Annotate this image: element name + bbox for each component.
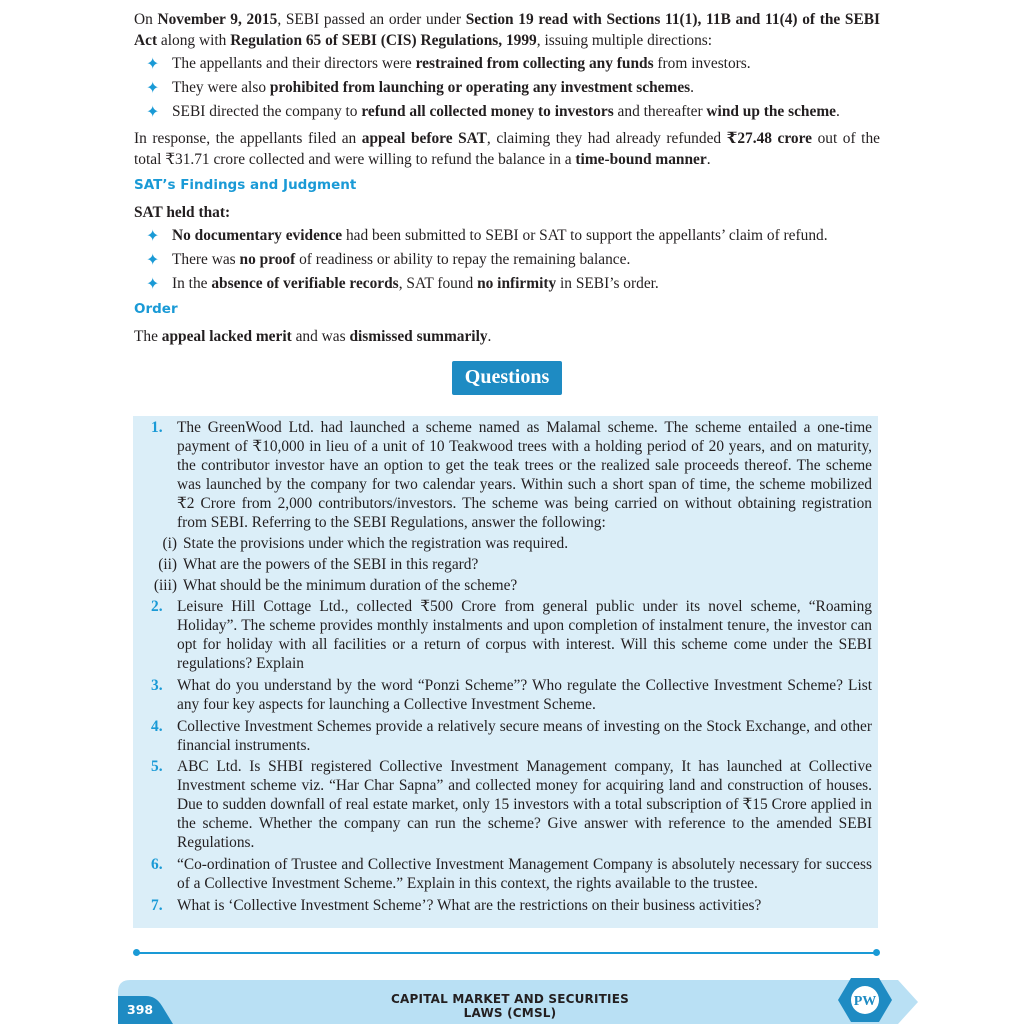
sub-question xyxy=(148,556,872,575)
question-item xyxy=(148,856,872,894)
question-item xyxy=(148,718,872,756)
question-text: “Co-ordination of Trustee and Collective Investment Management Company is absolutely necessary for success of a Collective Investment Scheme.” Explain in this context, the rights available to the trustee. xyxy=(177,855,872,892)
sub-question-number: (iii) xyxy=(153,577,177,595)
question-text: Leisure Hill Cottage Ltd., collected ₹500 Crore from general public under its novel scheme, “Roaming Holiday”. The scheme provides monthly instalments and upon completion of instalment tenure, the investor can opt for holiday with all facilities or a return of corpus with interest. Will this scheme come under the SEBI regulations? Explain xyxy=(177,598,872,672)
question-text: Collective Investment Schemes provide a relatively secure means of investing on the Stock Exchange, and other financial instruments. xyxy=(177,717,872,754)
response-paragraph: In response, the appellants filed an appeal before SAT, claiming they had already refunded ₹27.48 crore out of the total ₹31.71 crore collected and were willing to refund the balance in a time-bound manner. xyxy=(134,130,880,168)
page-number: 398 xyxy=(127,1002,154,1017)
star-bullet-icon: ✦ xyxy=(146,274,160,293)
star-bullet-icon: ✦ xyxy=(146,250,160,269)
text: , SEBI passed an order under xyxy=(277,11,466,28)
direction-item: ✦ SEBI directed the company to refund all collected money to investors and thereafter wind up the scheme. xyxy=(146,102,840,121)
sub-question-text: What are the powers of the SEBI in this regard? xyxy=(183,556,479,574)
finding-item: ✦ In the absence of verifiable records, SAT found no infirmity in SEBI’s order. xyxy=(146,274,659,293)
divider-left-dot xyxy=(133,949,140,956)
question-item xyxy=(148,677,872,715)
question-item xyxy=(148,897,872,916)
question-text: The GreenWood Ltd. had launched a scheme named as Malamal scheme. The scheme entailed a one-time payment of ₹10,000 in lieu of a unit of 10 Teakwood trees with a holding period of 20 years, and on maturity, the contributor investor have an option to get the teak trees or the realized sale proceeds thereof. The scheme was launched by the company for two calendar years. Within such a short span of time, the scheme mobilized ₹2 Crore from 2,000 contributors/investors. The scheme was being carried on without obtaining registration from SEBI. Referring to the SEBI Regulations, answer the following: xyxy=(177,419,872,531)
footer-title: CAPITAL MARKET AND SECURITIES LAWS (CMSL) xyxy=(391,992,629,1020)
finding-item: ✦ No documentary evidence had been submitted to SEBI or SAT to support the appellants’ claim of refund. xyxy=(146,226,828,245)
sub-question-text: What should be the minimum duration of the scheme? xyxy=(183,577,518,595)
sub-question-number: (ii) xyxy=(158,556,177,574)
sub-question-text: State the provisions under which the registration was required. xyxy=(183,535,569,553)
logo-text: PW xyxy=(853,994,877,1009)
finding-item: ✦ There was no proof of readiness or ability to repay the remaining balance. xyxy=(146,250,631,269)
intro-paragraph xyxy=(134,9,880,51)
question-text: What do you understand by the word “Ponzi Scheme”? Who regulate the Collective Investment Scheme? List any four key aspects for launching a Collective Investment Scheme. xyxy=(177,676,872,713)
bold-text: November 9, 2015 xyxy=(157,11,278,28)
order-paragraph: The appeal lacked merit and was dismissed summarily. xyxy=(134,328,492,345)
question-text: What is ‘Collective Investment Scheme’? What are the restrictions on their business activities? xyxy=(177,896,762,914)
question-number: 7. xyxy=(151,896,163,914)
question-number: 3. xyxy=(151,676,163,694)
question-number: 5. xyxy=(151,758,163,776)
star-bullet-icon: ✦ xyxy=(146,54,160,73)
star-bullet-icon: ✦ xyxy=(146,78,160,97)
question-item xyxy=(148,598,872,674)
text: On xyxy=(134,11,158,28)
pw-logo-icon xyxy=(837,976,893,1024)
star-bullet-icon: ✦ xyxy=(146,102,160,121)
direction-item: ✦ The appellants and their directors were restrained from collecting any funds from investors. xyxy=(146,54,751,73)
question-number: 2. xyxy=(151,598,163,616)
sub-question xyxy=(148,577,872,596)
page-content xyxy=(134,9,880,405)
question-number: 4. xyxy=(151,717,163,735)
findings-lead: SAT held that: xyxy=(134,204,231,221)
findings-heading: SAT’s Findings and Judgment xyxy=(134,177,357,193)
question-number: 6. xyxy=(151,855,163,873)
questions-title: Questions xyxy=(452,361,562,395)
question-number: 1. xyxy=(151,419,163,436)
bold-text: Regulation 65 of SEBI (CIS) Regulations, 1999 xyxy=(230,32,537,49)
question-item xyxy=(148,758,872,853)
direction-item: ✦ They were also prohibited from launching or operating any investment schemes. xyxy=(146,78,695,97)
section-divider xyxy=(136,952,876,954)
sub-question-number: (i) xyxy=(162,535,177,553)
question-item xyxy=(148,419,872,532)
text: along with xyxy=(157,32,231,49)
text: , issuing multiple directions: xyxy=(536,32,713,49)
star-bullet-icon: ✦ xyxy=(146,226,160,245)
findings-list xyxy=(134,225,880,294)
questions-title-wrap xyxy=(134,361,880,395)
bold-text: Section 19 read with Sections 11(1), 11B and 11(4) of the SEBI Act xyxy=(134,11,880,49)
question-text: ABC Ltd. Is SHBI registered Collective Investment Management company, It has launched at Collective Investment scheme viz. “Har Char Sapna” and collected money for acquiring land and construction of houses. Due to sudden downfall of real estate market, only 15 investors with a total subscription of ₹15 Crore applied in the scheme. Whether the company can run the scheme? Give answer with reference to the amended SEBI Regulations. xyxy=(177,758,872,852)
sub-question xyxy=(148,535,872,554)
directions-list xyxy=(134,53,880,122)
questions-list xyxy=(148,419,872,919)
order-heading: Order xyxy=(134,301,178,317)
divider-right-dot xyxy=(873,949,880,956)
